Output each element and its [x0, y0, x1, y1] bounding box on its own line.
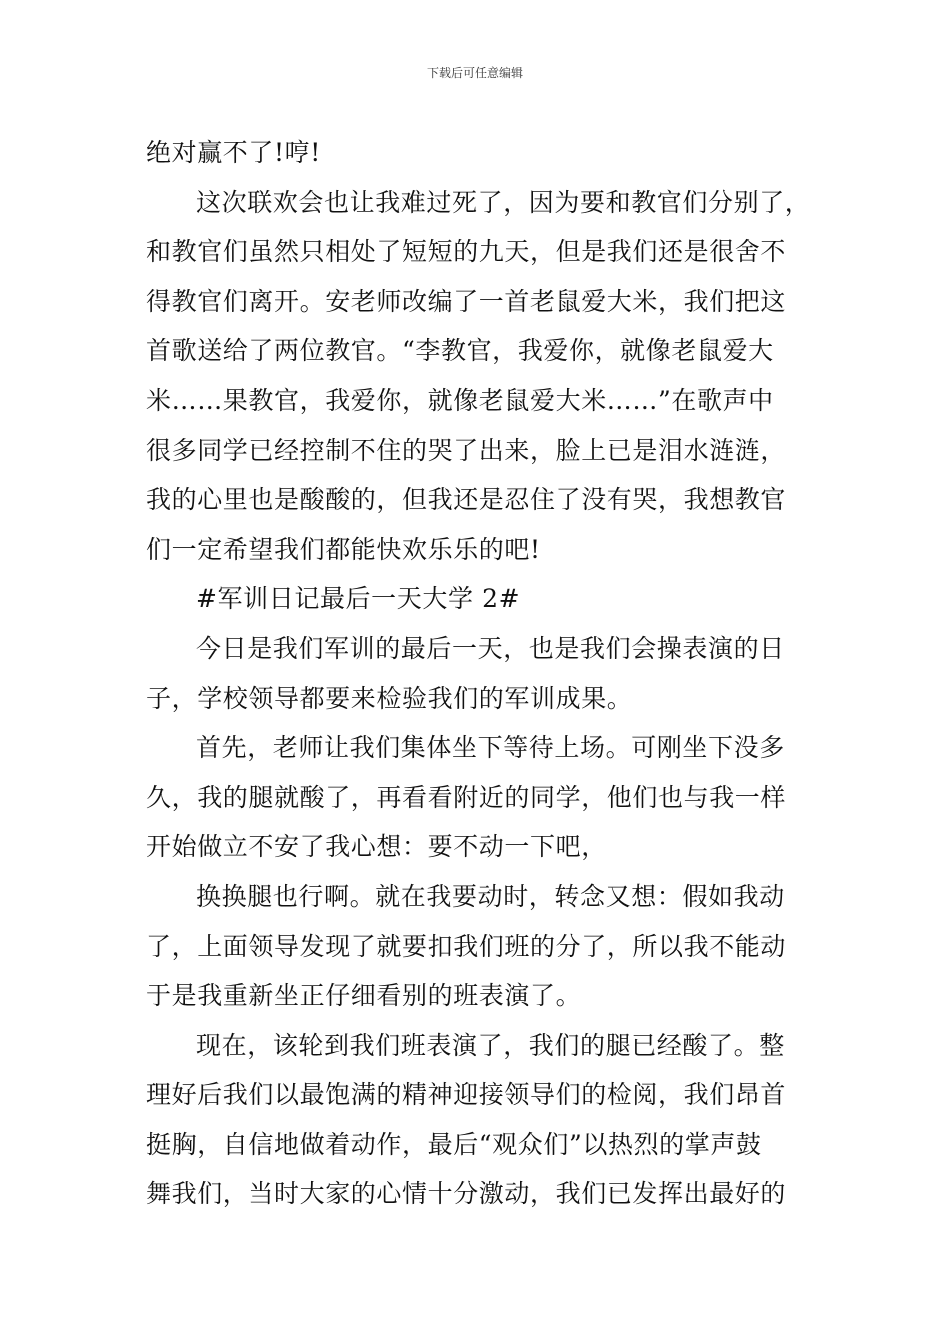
text-line: 子，学校领导都要来检验我们的军训成果。: [146, 683, 633, 713]
text-line: 现在，该轮到我们班表演了，我们的腿已经酸了。整: [196, 1030, 785, 1060]
text-line: 们一定希望我们都能快欢乐乐的吧!: [146, 534, 541, 564]
document-body: [146, 128, 836, 1219]
text-line: 米……果教官，我爱你，就像老鼠爱大米……”在歌声中: [146, 385, 774, 415]
page-header: 下载后可任意编辑: [426, 66, 523, 80]
section-heading: #军训日记最后一天大学 2#: [196, 584, 521, 614]
text-line: 开始做立不安了我心想：要不动一下吧，: [146, 832, 607, 862]
text-line: 舞我们，当时大家的心情十分激动，我们已发挥出最好的: [146, 1179, 787, 1209]
text-line: 久，我的腿就酸了，再看看附近的同学，他们也与我一样: [146, 782, 787, 812]
text-line: 这次联欢会也让我难过死了，因为要和教官们分别了，: [196, 187, 811, 217]
text-line: 得教官们离开。安老师改编了一首老鼠爱大米，我们把这: [146, 286, 787, 316]
text-line: 理好后我们以最饱满的精神迎接领导们的检阅，我们昂首: [146, 1080, 787, 1110]
text-line: 和教官们虽然只相处了短短的九天，但是我们还是很舍不: [146, 237, 787, 267]
text-line: 于是我重新坐正仔细看别的班表演了。: [146, 981, 582, 1011]
text-line: 挺胸，自信地做着动作，最后“观众们”以热烈的掌声鼓: [146, 1129, 762, 1159]
text-line: 绝对赢不了!哼!: [146, 138, 321, 167]
text-line: 首歌送给了两位教官。“李教官，我爱你，就像老鼠爱大: [146, 336, 774, 366]
text-line: 我的心里也是酸酸的，但我还是忍住了没有哭，我想教官: [146, 485, 787, 515]
text-line: 首先，老师让我们集体坐下等待上场。可刚坐下没多: [196, 733, 785, 763]
text-line: 很多同学已经控制不住的哭了出来，脸上已是泪水涟涟，: [146, 435, 787, 465]
text-line: 了，上面领导发现了就要扣我们班的分了，所以我不能动: [146, 931, 787, 961]
text-line: 换换腿也行啊。就在我要动时，转念又想：假如我动: [196, 881, 785, 911]
text-line: 今日是我们军训的最后一天，也是我们会操表演的日: [196, 633, 785, 663]
